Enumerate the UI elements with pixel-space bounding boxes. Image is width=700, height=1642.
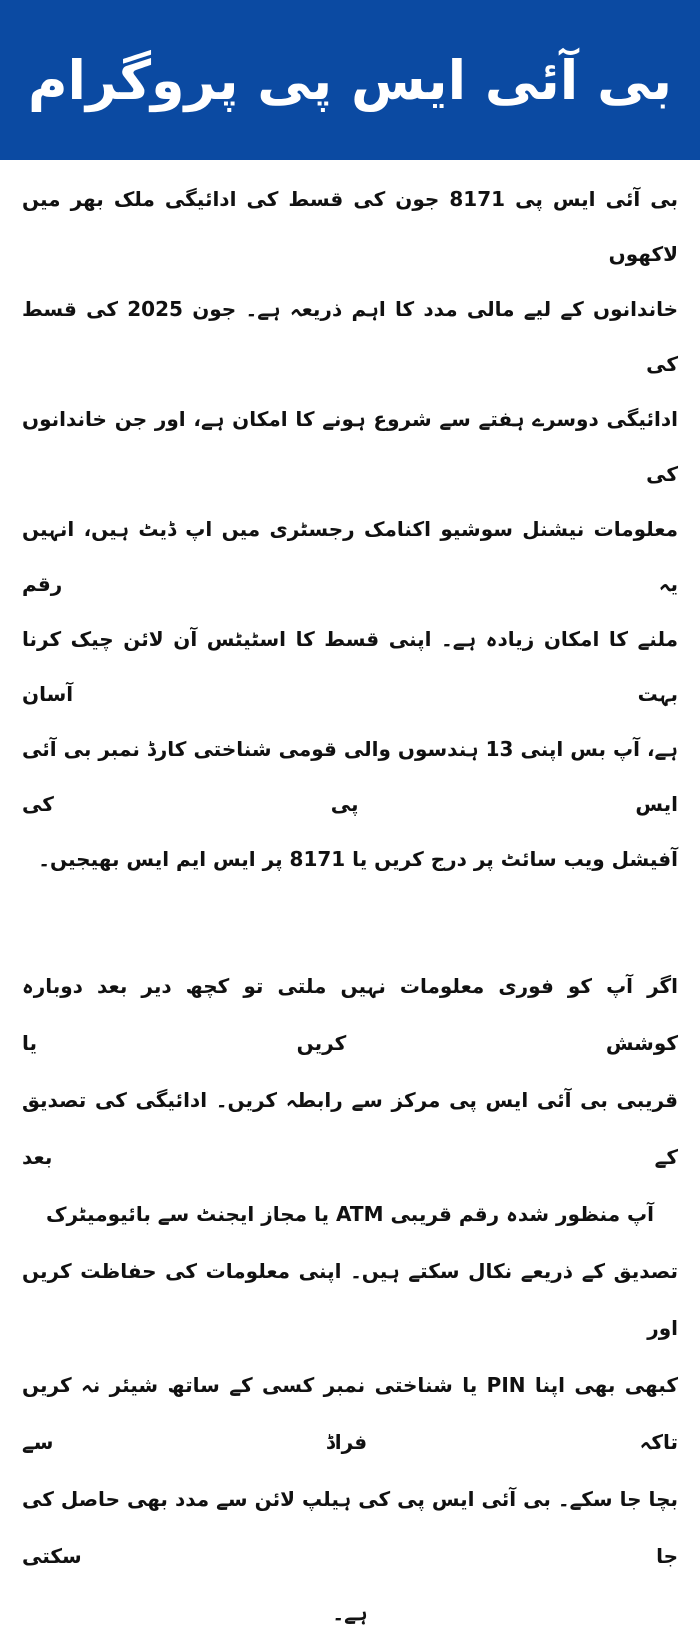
text-line: کبھی بھی اپنا PIN یا شناختی نمبر کسی کے ساتھ شیئر نہ کریں تاکہ فراڈ سے xyxy=(22,1373,679,1454)
text-line: ملنے کا امکان زیادہ ہے۔ اپنی قسط کا اسٹیٹس آن لائن چیک کرنا بہت آسان xyxy=(22,627,678,706)
page-title: بی آئی ایس پی پروگرام xyxy=(27,48,673,112)
text-line: بچا جا سکے۔ بی آئی ایس پی کی ہیلپ لائن سے مدد بھی حاصل کی جا سکتی xyxy=(22,1487,678,1568)
text-line: ہے۔ xyxy=(332,1601,368,1625)
text-line: معلومات نیشنل سوشیو اکنامک رجسٹری میں اپ ڈیٹ ہیں، انہیں یہ رقم xyxy=(22,517,678,596)
text-line: تصدیق کے ذریعے نکال سکتے ہیں۔ اپنی معلومات کی حفاظت کریں اور xyxy=(22,1259,678,1340)
text-line: ہے، آپ بس اپنی 13 ہندسوں والی قومی شناختی کارڈ نمبر بی آئی ایس پی کی xyxy=(22,737,678,816)
text-line: خاندانوں کے لیے مالی مدد کا اہم ذریعہ ہے۔ جون 2025 کی قسط کی xyxy=(22,297,678,376)
text-line: ادائیگی دوسرے ہفتے سے شروع ہونے کا امکان ہے، اور جن خاندانوں کی xyxy=(22,407,678,486)
text-line: آپ منظور شدہ رقم قریبی ATM یا مجاز ایجنٹ سے بائیومیٹرک xyxy=(45,1202,655,1226)
text-line: بی آئی ایس پی 8171 جون کی قسط کی ادائیگی ملک بھر میں لاکھوں xyxy=(22,187,679,266)
paragraph-2 xyxy=(0,958,700,1642)
text-line: آفیشل ویب سائٹ پر درج کریں یا 8171 پر ایس ایم ایس بھیجیں۔ xyxy=(38,847,678,871)
text-line: قریبی بی آئی ایس پی مرکز سے رابطہ کریں۔ ادائیگی کی تصدیق کے بعد xyxy=(22,1088,678,1169)
paragraph-1 xyxy=(0,172,700,887)
header-banner xyxy=(0,0,700,160)
text-line: اگر آپ کو فوری معلومات نہیں ملتی تو کچھ دیر بعد دوبارہ کوشش کریں یا xyxy=(22,974,678,1055)
